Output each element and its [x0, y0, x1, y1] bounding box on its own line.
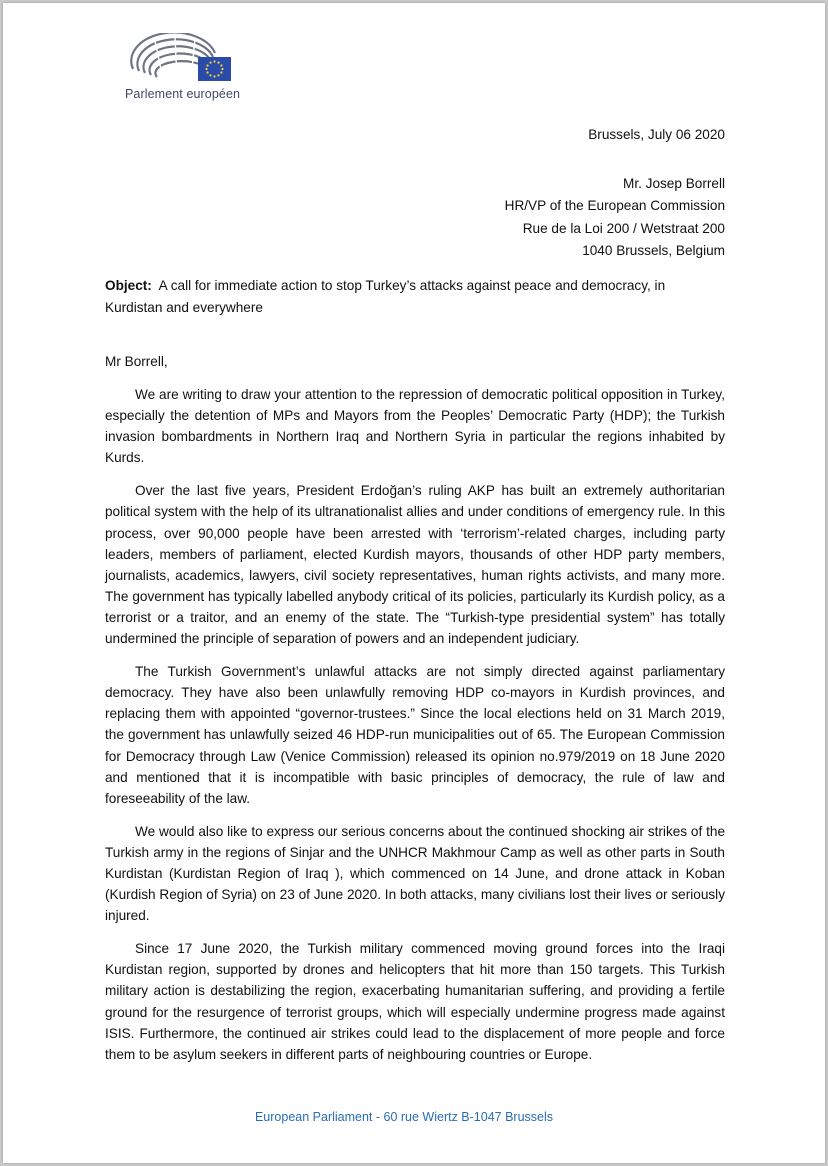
- letter-date: Brussels, July 06 2020: [588, 127, 725, 142]
- body-paragraph: Since 17 June 2020, the Turkish military commenced moving ground forces into the Iraqi Kurdistan region, supported by drones and helicopters that hit more than 150 targets. This Turkish military action is destabilizing the region, exacerbating humanitarian suffering, and providing a fertile ground for the resurgence of terrorist groups, which will especially undermine progress made against ISIS. Furthermore, the continued air strikes could lead to the displacement of more people and force them to be asylum seekers in different parts of neighbouring countries or Europe.: [105, 941, 725, 1062]
- body-paragraph: Over the last five years, President Erdoğan’s ruling AKP has built an extremely authoritarian political system with the help of its ultranationalist allies and under conditions of emergency rule. In this process, over 90,000 people have been arrested with ‘terrorism’-related charges, including party leaders, members of parliament, elected Kurdish mayors, thousands of other HDP party members, journalists, academics, lawyers, civil society representatives, human rights activists, and many more. The government has typically labelled anybody critical of its policies, particularly its Kurdish policy, as a terrorist or a traitor, and an enemy of the state. The “Turkish-type presidential system” has totally undermined the principle of separation of powers and an independent judiciary.: [105, 483, 725, 647]
- recipient-title: HR/VP of the European Commission: [504, 198, 725, 214]
- recipient-city: 1040 Brussels, Belgium: [582, 243, 725, 259]
- letter-body: [105, 384, 725, 1077]
- recipient-address: [505, 173, 725, 263]
- recipient-street: Rue de la Loi 200 / Wetstraat 200: [522, 220, 725, 236]
- salutation: Mr Borrell,: [105, 354, 168, 369]
- object-text: A call for immediate action to stop Turkey’s attacks against peace and democracy, in Kurdistan and everywhere: [105, 278, 666, 315]
- object-line: [105, 275, 725, 319]
- object-label: Object:: [105, 278, 152, 293]
- letterhead-caption: Parlement européen: [125, 87, 241, 101]
- recipient-name: Mr. Josep Borrell: [623, 176, 725, 191]
- body-paragraph: We would also like to express our serious concerns about the continued shocking air strikes of the Turkish army in the regions of Sinjar and the UNHCR Makhmour Camp as well as other parts in South Kurdistan (Kurdistan Region of Iraq ), which commenced on 14 June, and drone attack in Koban (Kurdish Region of Syria) on 23 of June 2020. In both attacks, many civilians lost their lives or seriously injured.: [105, 823, 725, 924]
- letter-page: [3, 3, 825, 1163]
- body-paragraph: The Turkish Government’s unlawful attacks are not simply directed against parliamentary democracy. They have also been unlawfully removing HDP co-mayors in Kurdish provinces, and replacing them with appointed “governor-trustees.” Since the local elections held on 31 March 2019, the government has unlawfully seized 46 HDP-run municipalities out of 65. The European Commission for Democracy through Law (Venice Commission) released its opinion no.979/2019 on 18 June 2020 and mentioned that it is incompatible with basic principles of democracy, the rule of law and foreseeability of the law.: [105, 664, 725, 806]
- page-footer: European Parliament - 60 rue Wiertz B-1047 Brussels: [254, 1110, 554, 1124]
- body-paragraph: We are writing to draw your attention to the repression of democratic political opposition in Turkey, especially the detention of MPs and Mayors from the Peoples’ Democratic Party (HDP); the Turkish invasion bombardments in Northern Iraq and Northern Syria in particular the regions inhabited by Kurds.: [105, 387, 725, 466]
